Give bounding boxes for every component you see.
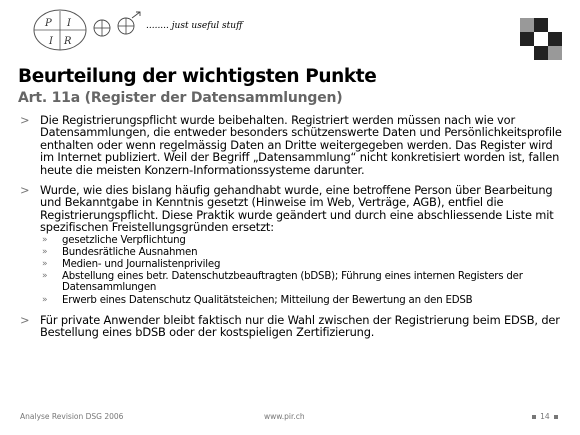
sub-bullet-marker: » [42,294,48,305]
page-number: 14 [540,412,550,421]
logo-letter-i-bottom: I [49,36,53,47]
slide-title: Beurteilung der wichtigsten Punkte [18,66,377,87]
bullet-text: Wurde, wie dies bislang häufig gehandhabt wurde, eine betroffene Person über Bearbeitung und Bekanntgabe in Kenntnis gesetzt (Hinweise im Web, Verträge, AGB), entfiel die Registrierungspflicht. Diese Praktik wurde geändert und durch eine abschliessende Liste mit spezifischen Freistellungsgründen ersetzt: [40,183,554,235]
sub-bullet-text: Medien- und Journalistenprivileg [62,259,221,271]
sub-bullet [40,271,564,293]
logo-letter-p: P [45,18,52,29]
crosshair-circle-arrow-icon [118,12,140,34]
crosshair-circle-icon [94,20,110,36]
page-square-right-icon [554,415,558,419]
sub-bullet-text: Erwerb eines Datenschutz Qualitätsteichen; Mitteilung der Bewertung an den EDSB [62,294,473,306]
logo-letter-i-top: I [67,18,71,29]
bullet-marker: > [20,312,30,327]
bullet-marker: > [20,113,30,127]
bullet-text: Die Registrierungspflicht wurde beibehalten. Registriert werden müssen nach wie vor Datensammlungen, die entweder besonders schützenswerte Daten und Persönlichkeitsprofile enthalten oder wenn regelmässig Daten an Dritte weitergegeben werden. Das Register wird im Internet publiziert. Weil der Begriff „Datensammlung“ nicht konkretisiert worden ist, fallen heute die meisten Konzern-Informationssysteme darunter. [40,113,562,177]
corner-squares-decoration [520,18,562,60]
bullet-marker: > [20,183,30,198]
footer-website-link[interactable]: www.pir.ch [264,412,305,421]
slide-subtitle: Art. 11a (Register der Datensammlungen) [18,90,343,106]
slide-content [20,114,564,347]
sub-bullet-text: Abstellung eines betr. Datenschutzbeauftragten (bDSB); Führung eines internen Registers der Datensammlungen [62,271,523,294]
bullet-exemption-practice [20,184,564,306]
bullet-private-users [20,314,564,339]
footer-document-name: Analyse Revision DSG 2006 [20,412,124,421]
sub-bullet [40,235,564,246]
sub-bullet-text: gesetzliche Verpflichtung [62,234,186,246]
logo-letter-r: R [64,36,72,47]
sub-bullet-marker: » [42,259,48,270]
tagline: ........ just useful stuff [146,21,243,31]
sub-bullet-marker: » [42,246,48,257]
sub-bullet [40,247,564,258]
sub-bullet-marker: » [42,271,48,282]
sub-bullet [40,295,564,306]
bullet-registration-duty [20,114,564,176]
sub-bullet-text: Bundesrätliche Ausnahmen [62,246,198,258]
sub-bullet [40,259,564,270]
page-square-left-icon [532,415,536,419]
sub-bullet-marker: » [42,234,48,245]
footer-page-number [530,412,560,421]
bullet-text: Für private Anwender bleibt faktisch nur die Wahl zwischen der Registrierung beim EDSB, der Bestellung eines bDSB oder der kostspieligen Zertifizierung. [40,312,560,340]
